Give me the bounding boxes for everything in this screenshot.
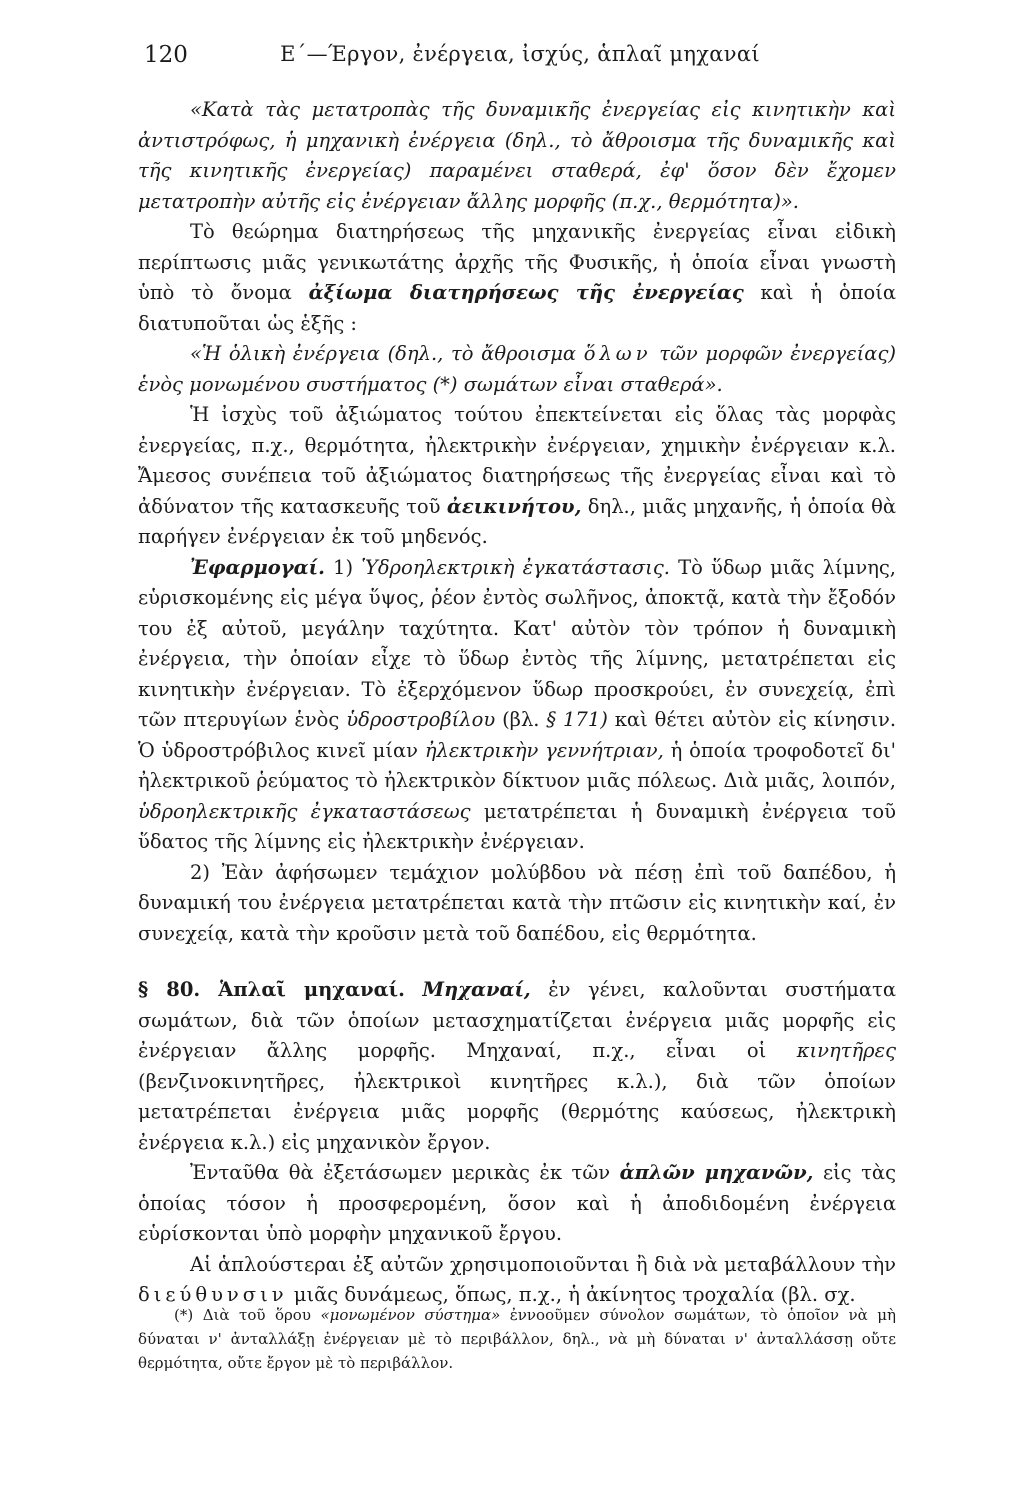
text-span: Τὸ θεώρημα διατηρήσεως τῆς μηχανικῆς ἐνεργείας εἶναι εἰδικὴ περίπτωσις μιᾶς γενικωτάτης ἀρχῆς τῆς Φυσικῆς, ἡ ὁποία εἶναι γνωστὴ ὑπὸ τὸ ὄνομα bbox=[138, 220, 896, 304]
text-span: ἐννοοῦμεν σύνολον σωμάτων, τὸ ὁποῖον νὰ μὴ δύναται ν' ἀνταλλάξῃ ἐνέργειαν μὲ τὸ περιβάλλον, δηλ., νὰ μὴ δύναται ν' ἀνταλλάσσῃ οὔτε θερμότητα, οὔτε ἔργον μὲ τὸ περιβάλλον. bbox=[138, 1306, 896, 1372]
term-hydroelectric-installation: Ὑδροηλεκτρικὴ ἐγκατάστασις. bbox=[361, 555, 670, 579]
applications-heading: Ἐφαρμογαί. bbox=[190, 555, 325, 579]
text-span: 2) Ἐὰν ἀφήσωμεν τεμάχιον μολύβδου νὰ πέσῃ ἐπὶ τοῦ δαπέδου, ἡ δυναμική του ἐνέργεια μετατρέπεται κατὰ τὴν πτῶσιν εἰς κινητικὴν καί, ἐν συνεχείᾳ, κατὰ τὴν κροῦσιν μετὰ τοῦ δαπέδου, εἰς θερμότητα. bbox=[138, 860, 896, 945]
text-span: καὶ ἡ ὁποία διατυποῦται ὡς ἑξῆς : bbox=[138, 281, 897, 335]
paragraph-axiom-statement bbox=[138, 339, 896, 400]
text-span: «Ἡ ὁλικὴ ἐνέργεια (δηλ., τὸ ἄθροισμα bbox=[190, 342, 584, 365]
paragraph-applications bbox=[138, 553, 896, 858]
term-conservation-axiom: ἀξίωμα διατηρήσεως τῆς ἐνεργείας bbox=[308, 281, 744, 304]
paragraph-axiom-scope bbox=[138, 400, 896, 553]
text-span: μετατρέπεται ἡ δυναμικὴ ἐνέργεια τοῦ ὕδατος τῆς λίμνης εἰς ἠλεκτρικὴν ἐνέργειαν. bbox=[138, 799, 896, 853]
text-span: εἰς τὰς ὁποίας τόσον ἡ προσφερομένη, ὅσον καὶ ἡ ἀποδιδομένη ἐνέργεια εὑρίσκονται ὑπὸ μορφὴν μηχανικοῦ ἔργου. bbox=[138, 1161, 896, 1245]
text-span: ἡ ὁποία τροφοδοτεῖ δι' ἠλεκτρικοῦ ῥεύματος τὸ ἠλεκτρικὸν δίκτυον μιᾶς πόλεως. Διὰ μιᾶς, λοιπόν, bbox=[138, 738, 897, 792]
text-span: τῶν μορφῶν ἐνεργείας) ἑνὸς μονωμένου συστήματος (*) σωμάτων εἶναι σταθερά». bbox=[138, 342, 896, 396]
text-span: (βενζινοκινητῆρες, ἠλεκτρικοὶ κινητῆρες κ.λ.), διὰ τῶν ὁποίων μετατρέπεται ἐνέργεια μιᾶς μορφῆς (θερμότης καύσεως, ἠλεκτρικὴ ἐνέργεια κ.λ.) εἰς μηχανικὸν ἔργον. bbox=[138, 1069, 896, 1154]
spaced-word: διεύθυνσιν bbox=[138, 1283, 288, 1306]
section-80-simple-machines bbox=[138, 975, 896, 1158]
text-span: (*) Διὰ τοῦ ὅρου bbox=[174, 1306, 321, 1324]
term-water-turbine: ὑδροστροβίλου bbox=[346, 708, 496, 731]
term-machines: Μηχαναί, bbox=[422, 978, 531, 1001]
text-span: (βλ. bbox=[495, 708, 547, 731]
term-generator: ἠλεκτρικὴν γεννήτριαν, bbox=[424, 738, 664, 762]
footnote bbox=[138, 1303, 896, 1375]
spaced-word: ὅλων bbox=[583, 342, 652, 365]
page-number: 120 bbox=[144, 42, 188, 68]
term-engines: κινητῆρες bbox=[796, 1039, 896, 1062]
footnote-text bbox=[138, 1303, 896, 1375]
section-heading: § 80. Ἁπλαῖ μηχαναί. bbox=[138, 978, 405, 1001]
term-simple-machines: ἁπλῶν μηχανῶν, bbox=[619, 1161, 814, 1184]
text-span: μιᾶς δυνάμεως, ὅπως, π.χ., ἡ ἀκίνητος τροχαλία (βλ. σχ. bbox=[287, 1283, 856, 1306]
text-span: καὶ θέτει αὐτὸν εἰς κίνησιν. Ὁ ὑδροστρόβιλος κινεῖ μίαν bbox=[138, 708, 897, 762]
paragraph-simple-machines bbox=[138, 1158, 896, 1250]
text-span: Ἐνταῦθα θὰ ἐξετάσωμεν μερικὰς ἐκ τῶν bbox=[190, 1161, 620, 1184]
term-perpetual-motion: ἀεικινήτου, bbox=[446, 494, 582, 518]
page-header bbox=[140, 38, 900, 74]
text-span: Τὸ ὕδωρ μιᾶς λίμνης, εὑρισκομένης εἰς μέγα ὕψος, ῥέον ἐντὸς σωλῆνος, ἀποκτᾷ, κατὰ τὴν ἔξοδόν του ἐξ αὐτοῦ, μεγάλην ταχύτητα. Κατ' αὐτὸν τὸν τρόπον ἡ δυναμικὴ ἐνέργεια, τὴν ὁποίαν εἶχε τὸ ὕδωρ ἐντὸς τῆς λίμνης, μετατρέπεται εἰς κινητικὴν ἐνέργειαν. Τὸ ἐξερχόμενον ὕδωρ προσκρούει, ἐν συνεχείᾳ, ἐπὶ τῶν πτερυγίων ἑνὸς bbox=[138, 555, 896, 731]
paragraph-energy-conservation-quote bbox=[138, 95, 896, 217]
text-span: 1) bbox=[324, 555, 362, 579]
text-span: Αἱ ἁπλούστεραι ἐξ αὐτῶν χρησιμοποιοῦνται ἢ διὰ νὰ μεταβάλλουν τὴν bbox=[190, 1252, 896, 1276]
text-span: ἐν γένει, καλοῦνται συστήματα σωμάτων, διὰ τῶν ὁποίων μετασχηματίζεται ἐνέργεια μιᾶς μορφῆς εἰς ἐνέργειαν ἄλλης μορφῆς. Μηχαναί, π.χ., εἶναι οἱ bbox=[138, 978, 896, 1062]
paragraph-theorem bbox=[138, 217, 896, 339]
text-span: Ἡ ἰσχὺς τοῦ ἀξιώματος τούτου ἐπεκτείνεται εἰς ὅλας τὰς μορφὰς ἐνεργείας, π.χ., θερμότητα, ἠλεκτρικὴν ἐνέργειαν, χημικὴν ἐνέργειαν κ.λ. Ἄμεσος συνέπεια τοῦ ἀξιώματος διατηρήσεως τῆς ἐνεργείας εἶναι καὶ τὸ ἀδύνατον τῆς κατασκευῆς τοῦ bbox=[138, 403, 896, 518]
term-hydroelectric: ὑδροηλεκτρικῆς ἐγκαταστάσεως bbox=[138, 799, 471, 823]
main-text bbox=[138, 95, 896, 1311]
text-span: δηλ., μιᾶς μηχανῆς, ἡ ὁποία θὰ παρήγεν ἐνέργειαν ἐκ τοῦ μηδενός. bbox=[138, 494, 897, 548]
paragraph-lead-example bbox=[138, 858, 896, 950]
paragraph-direction bbox=[138, 1250, 896, 1311]
quote-text: «Κατὰ τὰς μετατροπὰς τῆς δυναμικῆς ἐνεργείας εἰς κινητικὴν καὶ ἀντιστρόφως, ἡ μηχανικὴ ἐνέργεια (δηλ., τὸ ἄθροισμα τῆς δυναμικῆς καὶ τῆς κινητικῆς ἐνεργείας) παραμένει σταθερά, ἐφ' ὅσον δὲν ἔχομεν μετατροπὴν αὐτῆς εἰς ἐνέργειαν ἄλλης μορφῆς (π.χ., θερμότητα)». bbox=[138, 98, 896, 213]
term-isolated-system: «μονωμένον σύστημα» bbox=[320, 1306, 501, 1324]
section-reference: § 171) bbox=[546, 708, 608, 731]
running-head: Ε΄—Έργον, ἐνέργεια, ἰσχύς, ἁπλαῖ μηχαναί bbox=[280, 42, 760, 66]
text-span bbox=[405, 978, 422, 1001]
